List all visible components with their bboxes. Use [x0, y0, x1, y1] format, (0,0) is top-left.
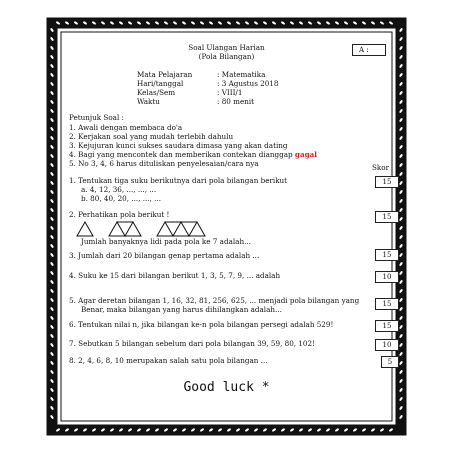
instruction-2: 2. Kerjakan soal yang mudah terlebih dahulu	[69, 132, 234, 141]
q7-score: 10	[375, 339, 399, 351]
info-label-subject: Mata Pelajaran	[137, 70, 193, 79]
q4-score: 10	[375, 271, 399, 283]
skor-label: Skor	[372, 163, 390, 172]
q6-line-1: 6. Tentukan nilai n, jika bilangan ke-n pola bilangan persegi adalah 529!	[69, 320, 334, 329]
q3-line-1: 3. Jumlah dari 20 bilangan genap pertama adalah ...	[69, 251, 260, 260]
score-box-label: A :	[359, 46, 369, 54]
instruction-4	[69, 150, 317, 159]
info-label-date: Hari/tanggal	[137, 79, 184, 88]
q2-line-2: Jumlah banyaknya lidi pada pola ke 7 adalah...	[81, 237, 251, 246]
good-luck-footer: Good luck *	[183, 380, 270, 395]
exam-title: Soal Ulangan Harian	[188, 43, 265, 52]
q5-line-2: Benar, maka bilangan yang harus dihilangkan adalah...	[81, 305, 282, 314]
instruction-1: 1. Awali dengan membaca do'a	[69, 123, 183, 132]
info-value-class: : VIII/1	[217, 88, 243, 97]
info-value-date: : 3 Agustus 2018	[217, 79, 279, 88]
q8-line-1: 8. 2, 4, 6, 8, 10 merupakan salah satu pola bilangan ...	[69, 356, 268, 365]
q5-score: 15	[375, 298, 399, 310]
q6-score: 15	[375, 320, 399, 332]
q1-score: 15	[375, 176, 399, 188]
instructions-heading: Petunjuk Soal :	[69, 113, 124, 122]
q2-score: 15	[375, 211, 399, 223]
q3-score: 15	[375, 249, 399, 261]
instruction-4-highlight: gagal	[294, 150, 318, 159]
q4-line-1: 4. Suku ke 15 dari bilangan berikut 1, 3, 5, 7, 9, ... adalah	[69, 271, 281, 280]
q1-line-2: a. 4, 12, 36, ..., ..., ...	[81, 185, 157, 194]
q7-line-1: 7. Sebutkan 5 bilangan sebelum dari pola bilangan 39, 59, 80, 102!	[69, 339, 315, 348]
exam-subtitle: (Pola Bilangan)	[198, 52, 255, 61]
info-value-subject: : Matematika	[217, 70, 266, 79]
q8-score: 5	[381, 356, 399, 368]
info-label-time: Waktu	[137, 97, 160, 106]
instruction-5: 5. No 3, 4, 6 harus dituliskan penyelesaian/cara nya	[69, 159, 259, 168]
info-label-class: Kelas/Sem	[137, 88, 176, 97]
q1-line-3: b. 80, 40, 20, ..., ..., ...	[81, 194, 162, 203]
instruction-4-text: 4. Bagi yang mencontek dan memberikan contekan dianggap	[69, 150, 293, 159]
info-value-time: : 80 menit	[217, 97, 255, 106]
score-box[interactable]	[352, 44, 386, 56]
instruction-3: 3. Kejujuran kunci sukses saudara dimasa yang akan dating	[69, 141, 288, 150]
matchstick-pattern	[75, 220, 235, 238]
q2-line-1: 2. Perhatikan pola berikut !	[69, 210, 170, 219]
q5-line-1: 5. Agar deretan bilangan 1, 16, 32, 81, 256, 625, ... menjadi pola bilangan yang	[69, 296, 360, 305]
q1-line-1: 1. Tentukan tiga suku berikutnya dari pola bilangan berikut	[69, 176, 288, 185]
